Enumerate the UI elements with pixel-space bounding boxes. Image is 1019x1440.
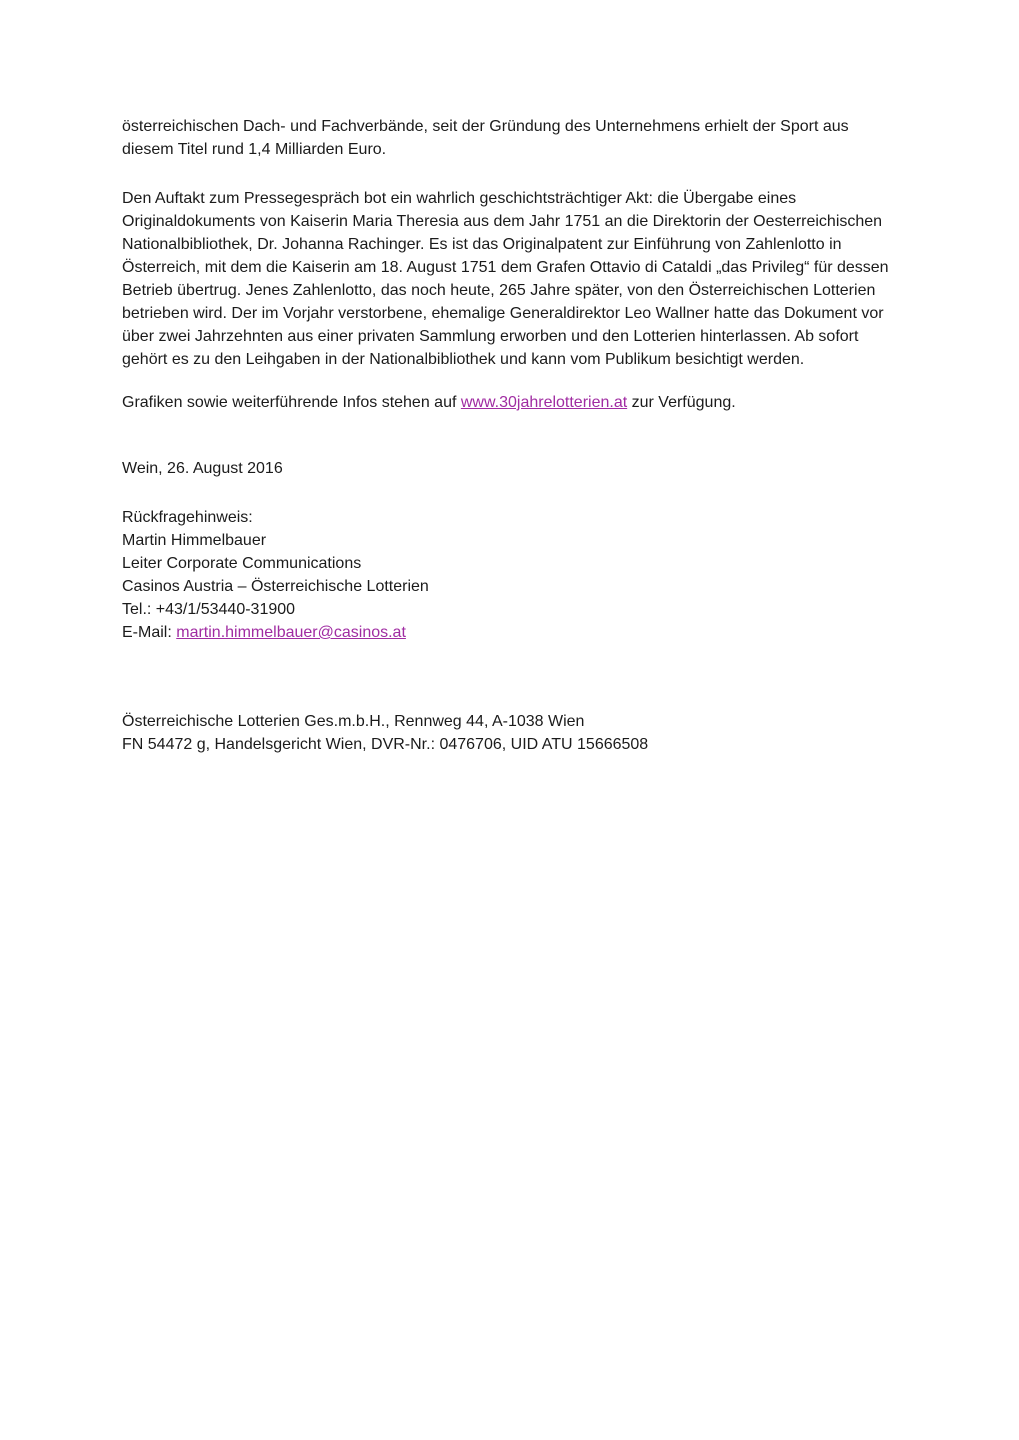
grafiken-text-before: Grafiken sowie weiterführende Infos stehen auf [122,394,461,411]
lotterien-website-link[interactable]: www.30jahrelotterien.at [460,394,628,411]
contact-block [122,506,894,644]
contact-heading: Rückfragehinweis: [122,509,253,526]
contact-phone: Tel.: +43/1/53440-31900 [122,601,296,618]
footer-address-line: Österreichische Lotterien Ges.m.b.H., Rennweg 44, A-1038 Wien [122,713,585,730]
contact-company: Casinos Austria – Österreichische Lotterien [122,578,429,595]
document-content [122,115,894,756]
company-footer [122,710,894,756]
paragraph-main: Den Auftakt zum Pressegespräch bot ein wahrlich geschichtsträchtiger Akt: die Übergabe eines Originaldokuments von Kaiserin Maria Theresia aus dem Jahr 1751 an die Direktorin der Oesterreichischen Nationalbibliothek, Dr. Johanna Rachinger. Es ist das Originalpatent zur Einführung von Zahlenlotto in Österreich, mit dem die Kaiserin am 18. August 1751 dem Grafen Ottavio di Cataldi „das Privileg“ für dessen Betrieb übertrug. Jenes Zahlenlotto, das noch heute, 265 Jahre später, von den Österreichischen Lotterien betrieben wird. Der im Vorjahr verstorbene, ehemalige Generaldirektor Leo Wallner hatte das Dokument vor über zwei Jahrzehnten aus einer privaten Sammlung erworben und den Lotterien hinterlassen. Ab sofort gehört es zu den Leihgaben in der Nationalbibliothek und kann vom Publikum besichtigt werden. [122,190,889,368]
paragraph-grafiken [122,391,894,414]
contact-job-title: Leiter Corporate Communications [122,555,362,572]
grafiken-text-after: zur Verfügung. [627,394,736,411]
email-label: E-Mail: [122,624,177,641]
contact-name: Martin Himmelbauer [122,532,267,549]
contact-email-line [122,621,894,644]
dateline: Wein, 26. August 2016 [122,460,283,477]
footer-registry-line: FN 54472 g, Handelsgericht Wien, DVR-Nr.: 0476706, UID ATU 15666508 [122,736,649,753]
contact-email-link[interactable]: martin.himmelbauer@casinos.at [176,624,406,641]
paragraph-intro: österreichischen Dach- und Fachverbände, seit der Gründung des Unternehmens erhielt der Sport aus diesem Titel rund 1,4 Milliarden Euro. [122,118,849,158]
